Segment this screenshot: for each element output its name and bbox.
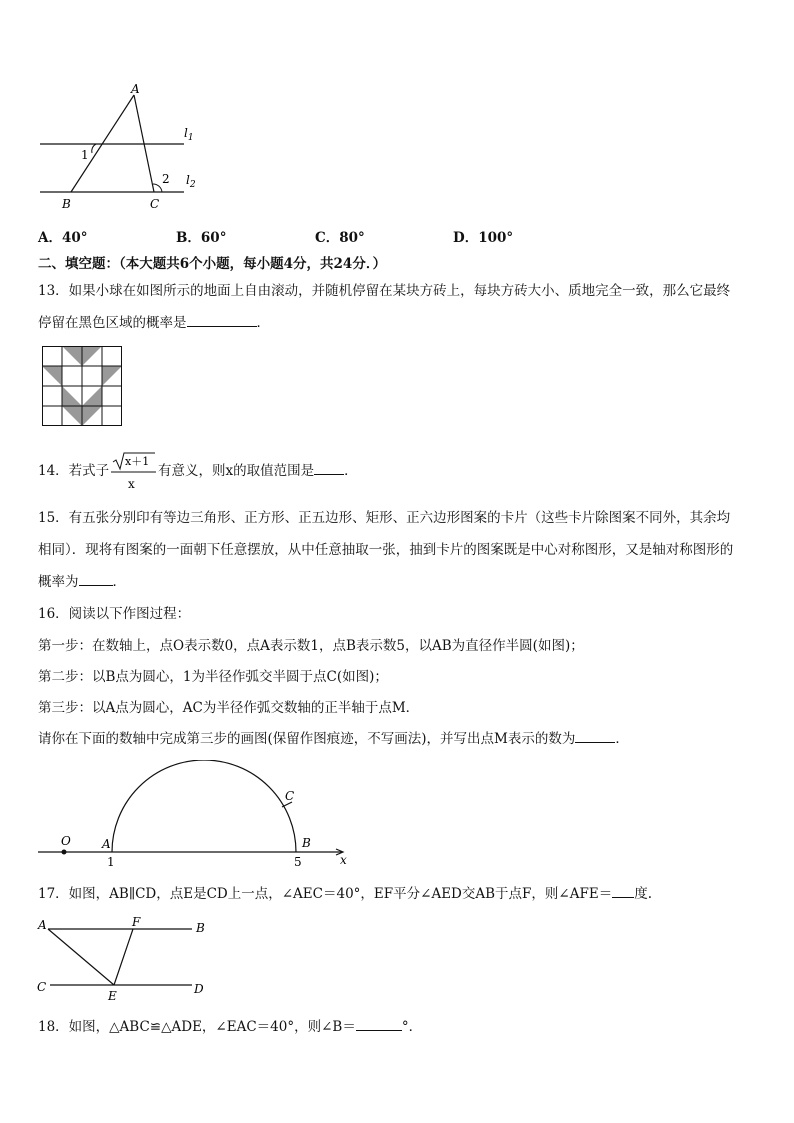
tick-label-1: 1 bbox=[107, 855, 115, 869]
q16-end: ． bbox=[615, 731, 629, 747]
label-angle1: 1 bbox=[81, 148, 89, 162]
label-B: B bbox=[62, 197, 71, 211]
q14-numerator: x＋1 bbox=[125, 455, 150, 468]
label-l2: $l_2$ bbox=[186, 173, 196, 190]
shaded-tile bbox=[82, 386, 102, 406]
q15-line3 bbox=[38, 573, 126, 591]
answer-blank bbox=[356, 1018, 402, 1031]
q16-line3: 第二步：以B点为圆心，1为半径作弧交半圆于点C(如图)； bbox=[38, 669, 388, 685]
tick-label-5: 5 bbox=[294, 855, 302, 869]
q15-line1: 15．有五张分别印有等边三角形、正方形、正五边形、矩形、正六边形图案的卡片（这些卡片除图案不同外，其余均 bbox=[38, 510, 731, 526]
q12-figure bbox=[30, 80, 210, 212]
q17-end: 度. bbox=[634, 886, 652, 902]
q14-post bbox=[158, 462, 358, 480]
answer-blank bbox=[314, 462, 344, 475]
q14-text: 有意义，则x的取值范围是 bbox=[158, 463, 315, 479]
label-E: E bbox=[108, 989, 117, 1003]
answer-blank bbox=[612, 885, 634, 898]
option-a: A．40° bbox=[38, 230, 88, 246]
label-C: C bbox=[37, 980, 47, 994]
number-line-figure bbox=[30, 760, 360, 872]
q16-line2: 第一步：在数轴上，点O表示数0，点A表示数1，点B表示数5，以AB为直径作半圆(如图)； bbox=[38, 638, 584, 654]
label-A: A bbox=[38, 918, 47, 932]
shaded-tile bbox=[62, 406, 82, 426]
shaded-tile bbox=[82, 406, 102, 426]
label-F: F bbox=[132, 915, 141, 929]
answer-blank bbox=[79, 573, 113, 586]
label-angle2: 2 bbox=[162, 172, 170, 186]
label-l1: $l_1$ bbox=[184, 126, 194, 143]
label-B: B bbox=[196, 921, 205, 935]
q15-line2: 相同）．现将有图案的一面朝下任意摆放，从中任意抽取一张，抽到卡片的图案既是中心对称图形，又是轴对称图形的 bbox=[38, 542, 734, 558]
shaded-tile bbox=[62, 346, 82, 366]
shaded-tile bbox=[62, 386, 82, 406]
q14-end: ． bbox=[344, 463, 358, 479]
answer-blank bbox=[575, 730, 615, 743]
segment-EF bbox=[114, 929, 133, 985]
label-O: O bbox=[61, 834, 71, 848]
angle1-arc bbox=[92, 144, 96, 153]
q17-text: 17．如图，AB∥CD，点E是CD上一点，∠AEC＝40°，EF平分∠AED交AB于点F，则∠AFE＝ bbox=[38, 886, 613, 902]
q17-figure bbox=[30, 912, 220, 1004]
semicircle bbox=[112, 760, 296, 852]
tile-grid-figure bbox=[42, 346, 122, 426]
option-d: D．100° bbox=[453, 230, 514, 246]
q15-text: 概率为 bbox=[38, 574, 79, 590]
q17-line bbox=[38, 885, 652, 903]
point-O bbox=[62, 850, 67, 855]
q13-text: 停留在黑色区域的概率是 bbox=[38, 315, 187, 331]
q16-line4: 第三步：以A点为圆心，AC为半径作弧交数轴的正半轴于点M． bbox=[38, 700, 420, 716]
label-B: B bbox=[302, 836, 311, 850]
option-b: B．60° bbox=[176, 230, 227, 246]
label-x: x bbox=[340, 853, 347, 867]
q13-end: ． bbox=[256, 315, 270, 331]
q18-line bbox=[38, 1018, 422, 1036]
q18-text: 18．如图，△ABC≌△ADE，∠EAC＝40°，则∠B＝ bbox=[38, 1019, 356, 1035]
q16-text: 请你在下面的数轴中完成第三步的画图(保留作图痕迹，不写画法)，并写出点M表示的数为 bbox=[38, 731, 576, 747]
option-c: C．80° bbox=[315, 230, 365, 246]
label-C: C bbox=[150, 197, 160, 211]
q13-line2 bbox=[38, 314, 270, 332]
q14-pre: 14．若式子 bbox=[38, 463, 110, 479]
section-heading: 二、填空题：（本大题共6个小题，每小题4分，共24分．） bbox=[38, 256, 387, 272]
q16-line1: 16．阅读以下作图过程： bbox=[38, 606, 191, 622]
q18-end: °． bbox=[401, 1019, 423, 1035]
q15-end: ． bbox=[112, 574, 126, 590]
q13-line1: 13．如果小球在如图所示的地面上自由滚动，并随机停留在某块方砖上，每块方砖大小、质地完全一致，那么它最终 bbox=[38, 283, 731, 299]
q14-fraction bbox=[111, 450, 157, 494]
label-C: C bbox=[285, 789, 295, 803]
q16-line5 bbox=[38, 730, 629, 748]
answer-blank bbox=[187, 314, 257, 327]
shaded-tile bbox=[102, 366, 122, 386]
shaded-tile bbox=[42, 366, 62, 386]
label-A: A bbox=[102, 837, 111, 851]
label-D: D bbox=[194, 982, 204, 996]
shaded-tile bbox=[82, 346, 102, 366]
label-A: A bbox=[131, 82, 140, 96]
q14-denominator: x bbox=[128, 477, 135, 491]
segment-AE bbox=[48, 929, 114, 985]
